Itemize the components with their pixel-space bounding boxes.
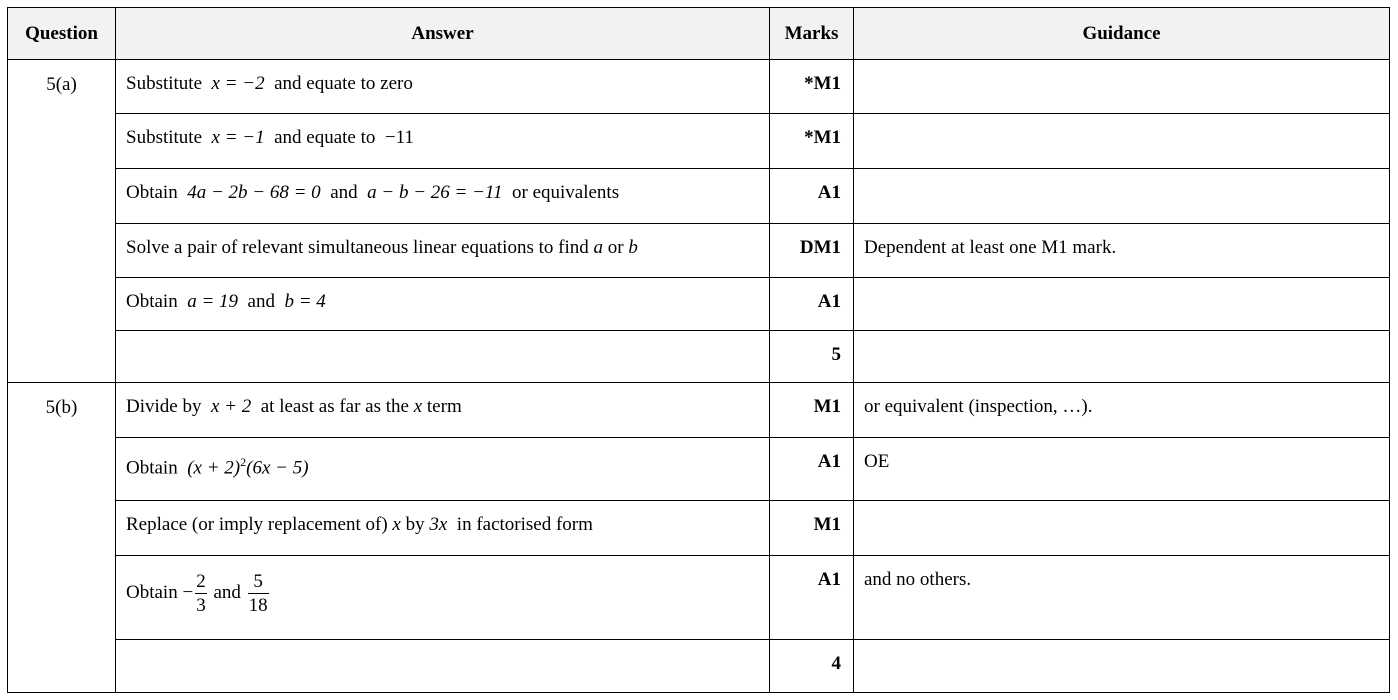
- total-marks: 4: [770, 640, 854, 693]
- answer-text: Obtain: [126, 581, 178, 603]
- question-number: 5(a): [8, 60, 116, 114]
- total-marks: 5: [770, 331, 854, 383]
- math-expression: x = −2: [211, 73, 265, 94]
- answer-cell: [116, 331, 770, 383]
- answer-text: and: [330, 182, 358, 203]
- answer-text: Obtain: [126, 457, 178, 479]
- answer-text: Obtain: [126, 291, 178, 312]
- total-row: [8, 640, 1390, 693]
- exponent: 2: [240, 455, 247, 469]
- answer-text: and equate to: [274, 127, 376, 148]
- guidance-cell: Dependent at least one M1 mark.: [854, 224, 1390, 278]
- mark-cell: M1: [770, 501, 854, 556]
- header-row: [8, 8, 1390, 60]
- math-expression: (x + 2): [187, 457, 241, 479]
- answer-cell: [116, 224, 770, 278]
- mark-cell: A1: [770, 278, 854, 331]
- answer-text: and: [213, 581, 241, 603]
- table-row: [8, 438, 1390, 501]
- table-row: [8, 224, 1390, 278]
- math-expression: a: [593, 237, 603, 258]
- marks-header: Marks: [770, 8, 854, 60]
- question-number: 5(b): [8, 383, 116, 438]
- math-expression: a − b − 26 = −11: [367, 182, 503, 203]
- guidance-cell: or equivalent (inspection, …).: [854, 383, 1390, 438]
- answer-text: Substitute: [126, 127, 203, 148]
- fraction: $\frac{2}{3}$: [196, 571, 206, 616]
- mark-cell: A1: [770, 169, 854, 224]
- guidance-cell: OE: [854, 438, 1390, 501]
- answer-cell: [116, 640, 770, 693]
- answer-text: Obtain: [126, 182, 178, 203]
- answer-text: Replace (or imply replacement of): [126, 514, 388, 535]
- guidance-cell: [854, 501, 1390, 556]
- table-row: [8, 114, 1390, 169]
- fraction: $\frac{5}{18}$: [248, 571, 268, 616]
- answer-cell: [116, 278, 770, 331]
- math-expression: −: [182, 581, 194, 603]
- answer-text: at least as far as the: [260, 396, 409, 417]
- answer-cell: [116, 60, 770, 114]
- table-row: [8, 278, 1390, 331]
- guidance-cell: [854, 114, 1390, 169]
- answer-text: in factorised form: [456, 514, 593, 535]
- answer-text: by: [405, 514, 425, 535]
- math-expression: x + 2: [210, 396, 252, 417]
- answer-text: Divide by: [126, 396, 202, 417]
- answer-text: or: [607, 237, 624, 258]
- math-expression: a = 19: [187, 291, 239, 312]
- mark-scheme: [7, 7, 1390, 693]
- answer-cell: [116, 501, 770, 556]
- answer-cell: [116, 169, 770, 224]
- guidance-header: Guidance: [854, 8, 1390, 60]
- answer-text: Solve a pair of relevant simultaneous linear equations to find: [126, 237, 589, 258]
- math-expression: (6x − 5): [246, 457, 309, 479]
- answer-cell: [116, 556, 770, 640]
- guidance-cell: [854, 331, 1390, 383]
- mark-cell: A1: [770, 556, 854, 640]
- math-expression: b: [628, 237, 638, 258]
- guidance-cell: [854, 278, 1390, 331]
- math-expression: b = 4: [284, 291, 326, 312]
- guidance-cell: and no others.: [854, 556, 1390, 640]
- table-row: [8, 60, 1390, 114]
- answer-text: or equivalents: [512, 182, 620, 203]
- mark-scheme-table: [7, 7, 1390, 693]
- table-row: [8, 169, 1390, 224]
- answer-cell: [116, 114, 770, 169]
- question-header: Question: [8, 8, 116, 60]
- mark-cell: *M1: [770, 60, 854, 114]
- answer-text: and: [247, 291, 275, 312]
- answer-text: term: [426, 396, 462, 417]
- table-row: [8, 556, 1390, 640]
- total-row: [8, 331, 1390, 383]
- math-expression: 3x: [429, 514, 448, 535]
- table-row: [8, 501, 1390, 556]
- guidance-cell: [854, 169, 1390, 224]
- math-expression: x: [392, 514, 401, 535]
- mark-cell: A1: [770, 438, 854, 501]
- math-expression: x: [413, 396, 423, 417]
- mark-cell: *M1: [770, 114, 854, 169]
- answer-header: Answer: [116, 8, 770, 60]
- answer-text: Substitute: [126, 73, 203, 94]
- guidance-cell: [854, 60, 1390, 114]
- guidance-cell: [854, 640, 1390, 693]
- math-expression: x = −1: [211, 127, 265, 148]
- answer-text: and equate to zero: [274, 73, 413, 94]
- math-expression: 4a − 2b − 68 = 0: [187, 182, 321, 203]
- answer-cell: [116, 383, 770, 438]
- answer-cell: [116, 438, 770, 501]
- mark-cell: DM1: [770, 224, 854, 278]
- table-row: [8, 383, 1390, 438]
- math-expression: −11: [384, 127, 414, 148]
- mark-cell: M1: [770, 383, 854, 438]
